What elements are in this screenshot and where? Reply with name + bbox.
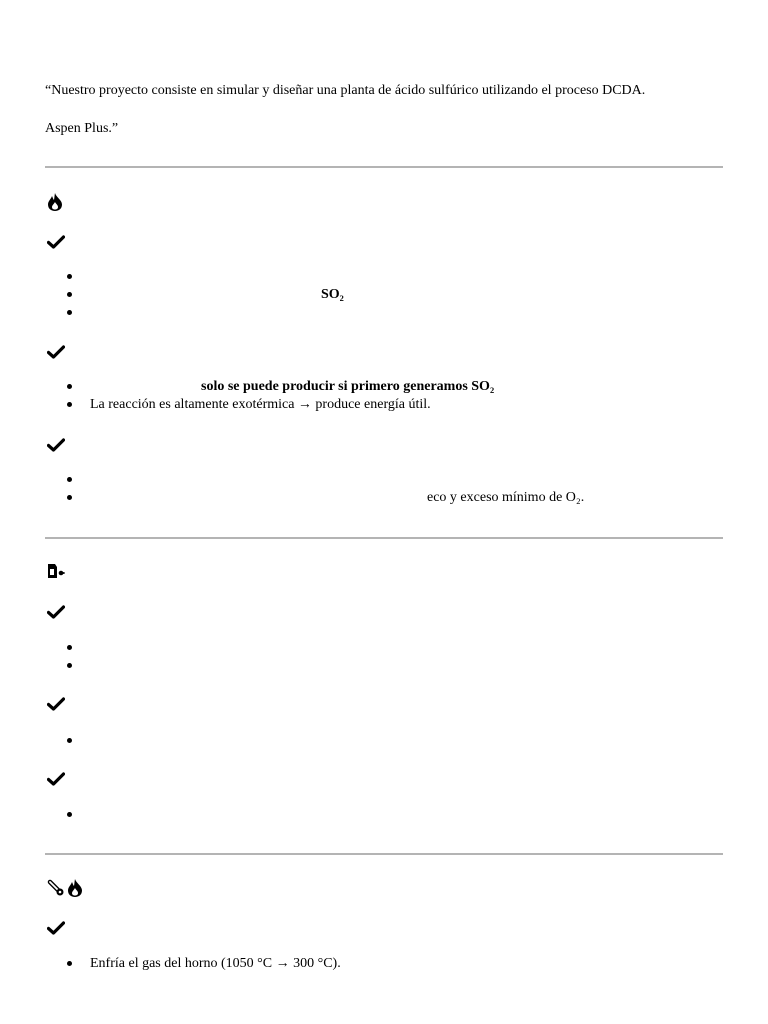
list-item-reaction: La reacción es altamente exotérmica → produce energía útil. — [90, 397, 431, 412]
list-item-so2-requirement: solo se puede producir si primero generamos SO₂ — [201, 379, 495, 394]
check-icon — [47, 235, 65, 249]
check-icon — [47, 921, 65, 935]
bullet-dot — [67, 310, 72, 315]
check-icon — [47, 345, 65, 359]
section-divider — [45, 853, 723, 855]
intro-line-1: “Nuestro proyecto consiste en simular y diseñar una planta de ácido sulfúrico utilizando el proceso DCDA. — [45, 83, 646, 98]
spray-bottle-icon — [47, 563, 65, 579]
list-item-cooling: Enfría el gas del horno (1050 °C → 300 °C). — [90, 956, 341, 971]
bullet-dot — [67, 402, 72, 407]
bullet-dot — [67, 645, 72, 650]
check-icon — [47, 697, 65, 711]
bullet-dot — [67, 292, 72, 297]
bullet-dot — [67, 663, 72, 668]
intro-line-2: Aspen Plus.” — [45, 121, 119, 136]
bullet-dot — [67, 738, 72, 743]
bullet-dot — [67, 961, 72, 966]
bullet-dot — [67, 274, 72, 279]
check-icon — [47, 438, 65, 452]
thermometer-icon — [47, 879, 65, 897]
bullet-dot — [67, 384, 72, 389]
bullet-dot — [67, 812, 72, 817]
section-divider — [45, 537, 723, 539]
bullet-dot — [67, 477, 72, 482]
section-divider — [45, 166, 723, 168]
list-item-excess-o2: eco y exceso mínimo de O₂. — [427, 490, 585, 505]
so2-label: SO₂ — [321, 287, 344, 302]
fire-icon — [47, 193, 63, 211]
check-icon — [47, 772, 65, 786]
check-icon — [47, 605, 65, 619]
bullet-dot — [67, 495, 72, 500]
fire-icon — [67, 879, 83, 897]
